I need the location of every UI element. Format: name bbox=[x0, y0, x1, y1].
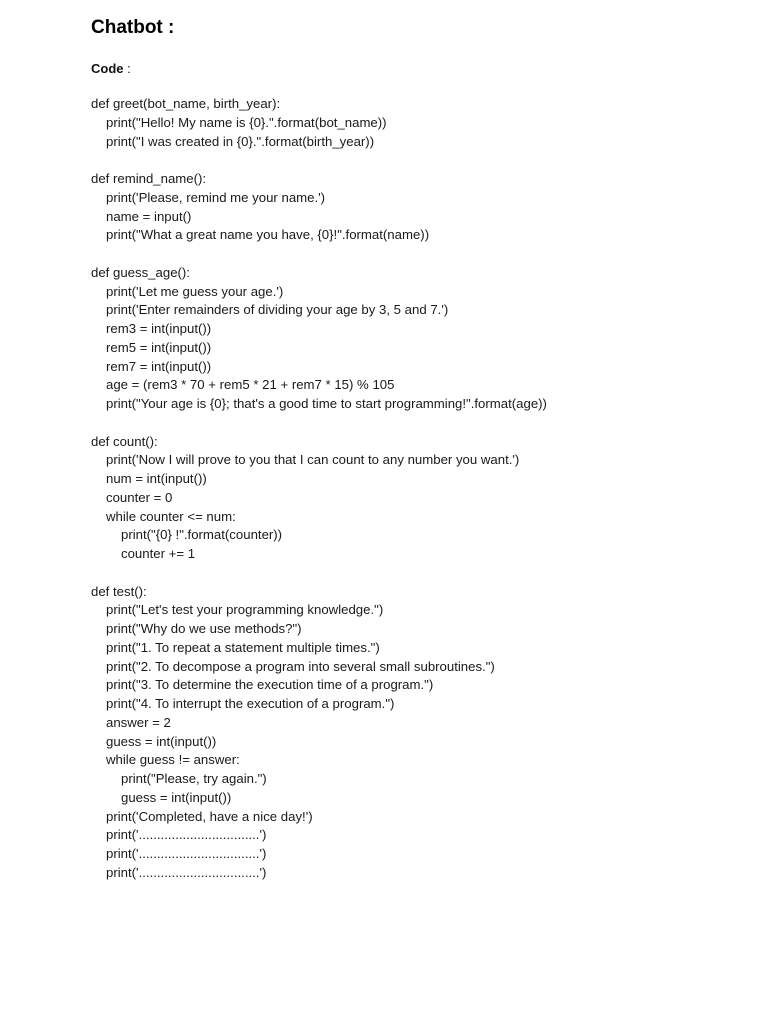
code-line: def guess_age(): bbox=[91, 264, 190, 280]
code-line: counter = 0 bbox=[106, 489, 173, 505]
blank-line bbox=[91, 564, 751, 583]
code-line: print('.................................') bbox=[106, 864, 267, 880]
code-line: print("Hello! My name is {0}.".format(bot_name)) bbox=[106, 114, 387, 130]
code-label bbox=[91, 61, 751, 77]
page-title: Chatbot : bbox=[91, 17, 175, 38]
code-line: name = input() bbox=[106, 208, 192, 224]
code-line: counter += 1 bbox=[121, 546, 196, 561]
code-line: print('Let me guess your age.') bbox=[106, 283, 284, 299]
code-line: print('.................................') bbox=[106, 827, 267, 843]
code-line: print('Now I will prove to you that I can count to any number you want.') bbox=[106, 452, 520, 468]
code-line: print("I was created in {0}.".format(birth_year)) bbox=[106, 133, 375, 149]
code-line: print("Why do we use methods?") bbox=[106, 621, 302, 636]
code-line: print("Let's test your programming knowledge.") bbox=[106, 602, 384, 618]
code-line: def test(): bbox=[91, 583, 147, 599]
code-label-text: Code bbox=[91, 61, 124, 76]
code-line: rem7 = int(input()) bbox=[106, 358, 212, 374]
code-line: print("2. To decompose a program into several small subroutines.") bbox=[106, 658, 495, 674]
blank-line bbox=[91, 414, 751, 433]
code-line: def remind_name(): bbox=[91, 171, 207, 186]
code-line: rem5 = int(input()) bbox=[106, 339, 212, 355]
code-line: num = int(input()) bbox=[106, 471, 207, 486]
code-line: print('Please, remind me your name.') bbox=[106, 189, 326, 205]
code-line: rem3 = int(input()) bbox=[106, 321, 212, 336]
code-line: while guess != answer: bbox=[106, 752, 240, 768]
code-line: print("Your age is {0}; that's a good time to start programming!".format(age)) bbox=[106, 396, 547, 411]
code-line: print('Completed, have a nice day!') bbox=[106, 808, 313, 824]
code-line: guess = int(input()) bbox=[106, 733, 217, 749]
blank-line bbox=[91, 245, 751, 264]
code-line: print("What a great name you have, {0}!".format(name)) bbox=[106, 227, 430, 243]
code-line: print("Please, try again.") bbox=[121, 771, 267, 786]
code-line: guess = int(input()) bbox=[121, 789, 232, 805]
code-line: def greet(bot_name, birth_year): bbox=[91, 96, 281, 111]
code-block bbox=[91, 95, 751, 883]
document-page bbox=[91, 15, 751, 883]
code-line: age = (rem3 * 70 + rem5 * 21 + rem7 * 15) % 105 bbox=[106, 377, 395, 393]
code-label-suffix: : bbox=[123, 61, 131, 76]
code-line: print('.................................') bbox=[106, 846, 267, 861]
code-line: print("3. To determine the execution time of a program.") bbox=[106, 677, 434, 693]
code-line: print("{0} !".format(counter)) bbox=[121, 527, 283, 543]
code-line: def count(): bbox=[91, 433, 158, 449]
code-line: while counter <= num: bbox=[106, 508, 236, 524]
code-line: print('Enter remainders of dividing your age by 3, 5 and 7.') bbox=[106, 302, 449, 318]
code-line: print("1. To repeat a statement multiple times.") bbox=[106, 639, 380, 655]
code-line: print("4. To interrupt the execution of a program.") bbox=[106, 696, 395, 711]
code-line: answer = 2 bbox=[106, 714, 171, 730]
blank-line bbox=[91, 151, 751, 170]
